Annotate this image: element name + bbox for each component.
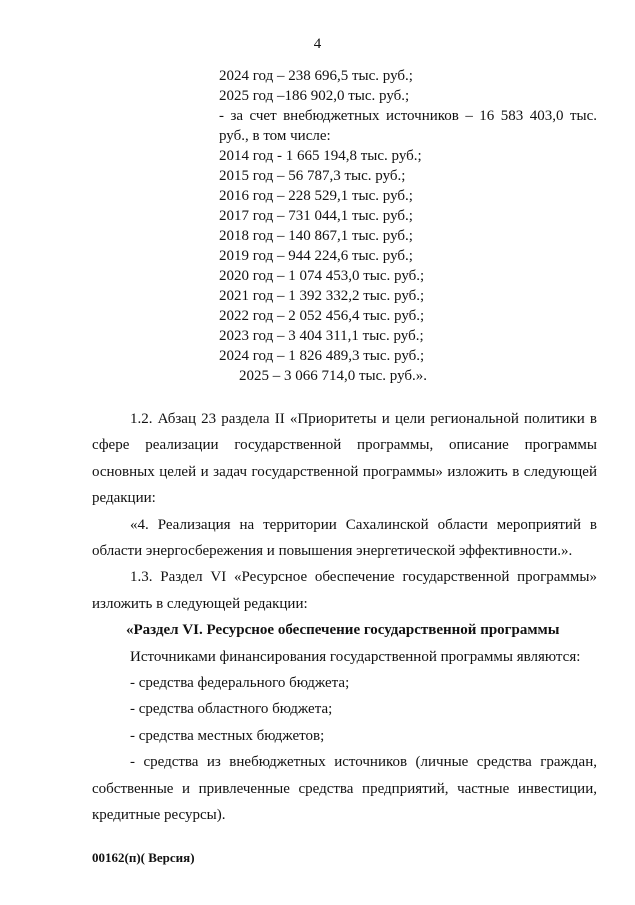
section-1-3-paragraph: 1.3. Раздел VI «Ресурсное обеспечение государственной программы» изложить в следующей редакции: xyxy=(92,569,597,612)
document-code: 00162(п)( Версия) xyxy=(92,850,195,865)
funding-line: 2024 год – 238 696,5 тыс. руб.; xyxy=(219,68,413,84)
source-item: - средства местных бюджетов; xyxy=(130,727,325,744)
funding-breakdown xyxy=(219,66,597,386)
funding-line: 2022 год – 2 052 456,4 тыс. руб.; xyxy=(219,308,425,324)
source-item: - средства областного бюджета; xyxy=(130,701,333,718)
funding-line: 2021 год – 1 392 332,2 тыс. руб.; xyxy=(219,288,425,304)
funding-line: 2014 год - 1 665 194,8 тыс. руб.; xyxy=(219,148,422,164)
section-vi-title: «Раздел VI. Ресурсное обеспечение государственной программы xyxy=(126,622,560,639)
funding-line: 2025 год –186 902,0 тыс. руб.; xyxy=(219,88,410,104)
funding-line: 2024 год – 1 826 489,3 тыс. руб.; xyxy=(219,348,425,364)
funding-line: 2016 год – 228 529,1 тыс. руб.; xyxy=(219,188,413,204)
source-item: - средства федерального бюджета; xyxy=(130,675,350,692)
sources-intro: Источниками финансирования государственной программы являются: xyxy=(130,648,581,665)
funding-line: 2018 год – 140 867,1 тыс. руб.; xyxy=(219,228,413,244)
funding-line: 2017 год – 731 044,1 тыс. руб.; xyxy=(219,208,413,224)
funding-line: 2015 год – 56 787,3 тыс. руб.; xyxy=(219,168,406,184)
funding-line: 2023 год – 3 404 311,1 тыс. руб.; xyxy=(219,328,424,344)
source-item: - средства из внебюджетных источников (личные средства граждан, собственные и привлеченные средства предприятий, частные инвестиции, кредитные ресурсы). xyxy=(92,754,597,824)
funding-line: 2019 год – 944 224,6 тыс. руб.; xyxy=(219,248,413,264)
document-body xyxy=(92,406,597,829)
page-number: 4 xyxy=(313,36,322,52)
funding-line: - за счет внебюджетных источников – 16 583 403,0 тыс. xyxy=(219,108,597,124)
funding-line: руб., в том числе: xyxy=(219,128,331,144)
funding-line: 2025 – 3 066 714,0 тыс. руб.». xyxy=(239,368,428,384)
section-1-2-paragraph: 1.2. Абзац 23 раздела II «Приоритеты и цели региональной политики в сфере реализации государственной программы, описание программы основных целей и задач государственной программы» изложить в следующей редакции: xyxy=(92,411,597,507)
quote-item-4: «4. Реализация на территории Сахалинской области мероприятий в области энергосбережения и повышения энергетической эффективности.». xyxy=(92,516,597,560)
funding-line: 2020 год – 1 074 453,0 тыс. руб.; xyxy=(219,268,425,284)
